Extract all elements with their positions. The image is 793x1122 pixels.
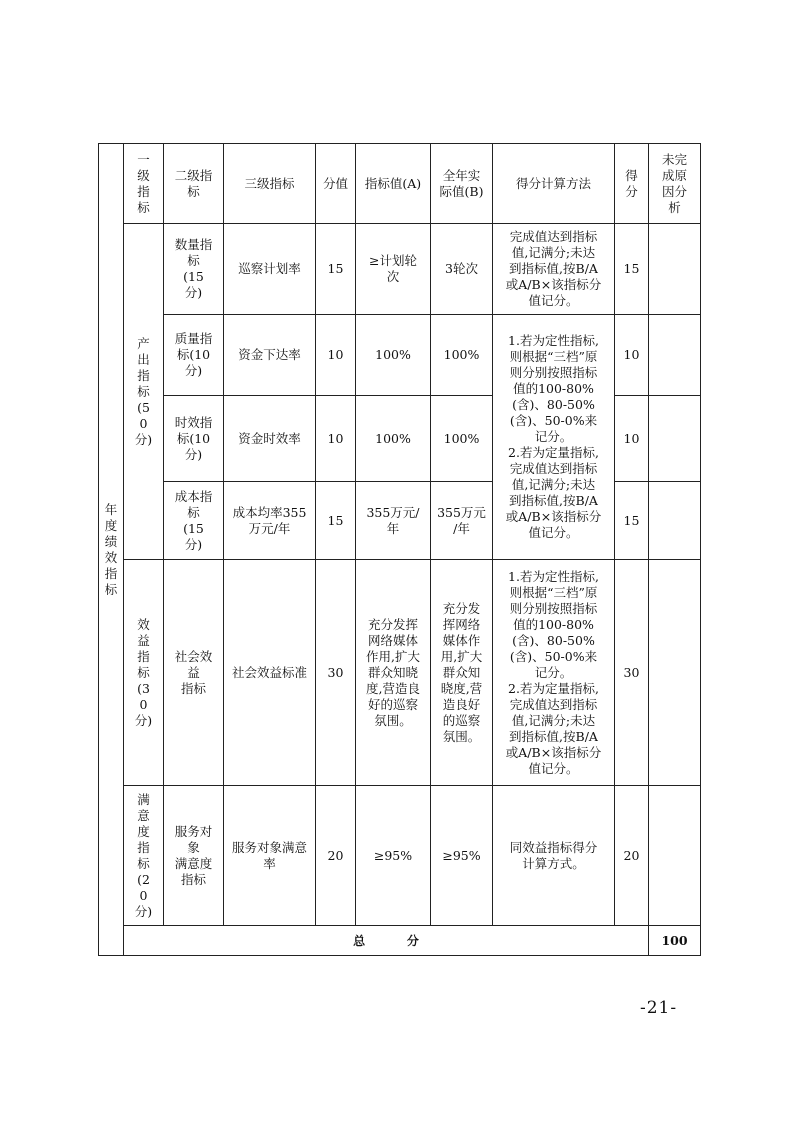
satisfaction-indicator-label: 满 意 度 指 标 (2 0 分) <box>124 786 164 926</box>
level3-cell: 成本均率355 万元/年 <box>224 482 316 560</box>
method-cell: 完成值达到指标 值,记满分;未达 到指标值,按B/A 或A/B×该指标分 值记分。 <box>493 224 615 315</box>
actual-cell: 100% <box>431 315 493 396</box>
total-score: 100 <box>649 926 701 956</box>
page-number: -21- <box>640 998 678 1018</box>
score-cell: 10 <box>615 315 649 396</box>
score-cell: 10 <box>615 396 649 482</box>
score-cell: 15 <box>615 482 649 560</box>
output-indicator-label: 产 出 指 标 (5 0 分) <box>124 224 164 560</box>
level3-cell: 资金时效率 <box>224 396 316 482</box>
level3-cell: 服务对象满意 率 <box>224 786 316 926</box>
header-weight: 分值 <box>316 144 356 224</box>
level2-cell: 服务对 象 满意度 指标 <box>164 786 224 926</box>
level2-cell: 成本指 标 (15 分) <box>164 482 224 560</box>
reason-cell <box>649 315 701 396</box>
actual-cell: 3轮次 <box>431 224 493 315</box>
level3-cell: 社会效益标准 <box>224 560 316 786</box>
actual-cell: ≥95% <box>431 786 493 926</box>
table-row <box>99 786 701 926</box>
score-cell: 20 <box>615 786 649 926</box>
method-cell: 同效益指标得分 计算方式。 <box>493 786 615 926</box>
annual-performance-label: 年 度 绩 效 指 标 <box>99 144 124 956</box>
actual-cell: 355万元 /年 <box>431 482 493 560</box>
weight-cell: 15 <box>316 482 356 560</box>
level2-cell: 时效指 标(10 分) <box>164 396 224 482</box>
header-level2: 二级指 标 <box>164 144 224 224</box>
level3-cell: 资金下达率 <box>224 315 316 396</box>
header-reason: 未完 成原 因分 析 <box>649 144 701 224</box>
level2-cell: 质量指 标(10 分) <box>164 315 224 396</box>
benefit-indicator-label: 效 益 指 标 (3 0 分) <box>124 560 164 786</box>
header-actual: 全年实 际值(B) <box>431 144 493 224</box>
target-cell: ≥95% <box>356 786 431 926</box>
level2-cell: 社会效 益 指标 <box>164 560 224 786</box>
header-level1: 一 级 指 标 <box>124 144 164 224</box>
table-row <box>99 560 701 786</box>
header-target: 指标值(A) <box>356 144 431 224</box>
level3-cell: 巡察计划率 <box>224 224 316 315</box>
target-cell: 100% <box>356 396 431 482</box>
level2-cell: 数量指 标 (15 分) <box>164 224 224 315</box>
reason-cell <box>649 396 701 482</box>
target-cell: 充分发挥 网络媒体 作用,扩大 群众知晓 度,营造良 好的巡察 氛围。 <box>356 560 431 786</box>
actual-cell: 100% <box>431 396 493 482</box>
header-method: 得分计算方法 <box>493 144 615 224</box>
actual-cell: 充分发 挥网络 媒体作 用,扩大 群众知 晓度,营 造良好 的巡察 氛围。 <box>431 560 493 786</box>
reason-cell <box>649 560 701 786</box>
reason-cell <box>649 224 701 315</box>
header-score: 得 分 <box>615 144 649 224</box>
total-label: 总 分 <box>124 926 649 956</box>
header-row <box>99 144 701 224</box>
method-cell-shared: 1.若为定性指标, 则根据“三档”原 则分别按照指标 值的100-80% (含)、80-50% (含)、50-0%来 记分。 2.若为定量指标, 完成值达到指标 值,记满分;未达 到指标值,按B/A 或A/B×该指标分 值记分。 <box>493 315 615 560</box>
weight-cell: 20 <box>316 786 356 926</box>
target-cell: 355万元/ 年 <box>356 482 431 560</box>
reason-cell <box>649 786 701 926</box>
weight-cell: 10 <box>316 396 356 482</box>
weight-cell: 30 <box>316 560 356 786</box>
method-cell: 1.若为定性指标, 则根据“三档”原 则分别按照指标 值的100-80% (含)、80-50% (含)、50-0%来 记分。 2.若为定量指标, 完成值达到指标 值,记满分;未达 到指标值,按B/A 或A/B×该指标分 值记分。 <box>493 560 615 786</box>
weight-cell: 15 <box>316 224 356 315</box>
table-row <box>99 224 701 315</box>
header-level3: 三级指标 <box>224 144 316 224</box>
target-cell: 100% <box>356 315 431 396</box>
table-row <box>99 315 701 396</box>
reason-cell <box>649 482 701 560</box>
performance-indicator-table <box>98 143 701 956</box>
weight-cell: 10 <box>316 315 356 396</box>
score-cell: 30 <box>615 560 649 786</box>
total-row <box>99 926 701 956</box>
score-cell: 15 <box>615 224 649 315</box>
target-cell: ≥计划轮 次 <box>356 224 431 315</box>
